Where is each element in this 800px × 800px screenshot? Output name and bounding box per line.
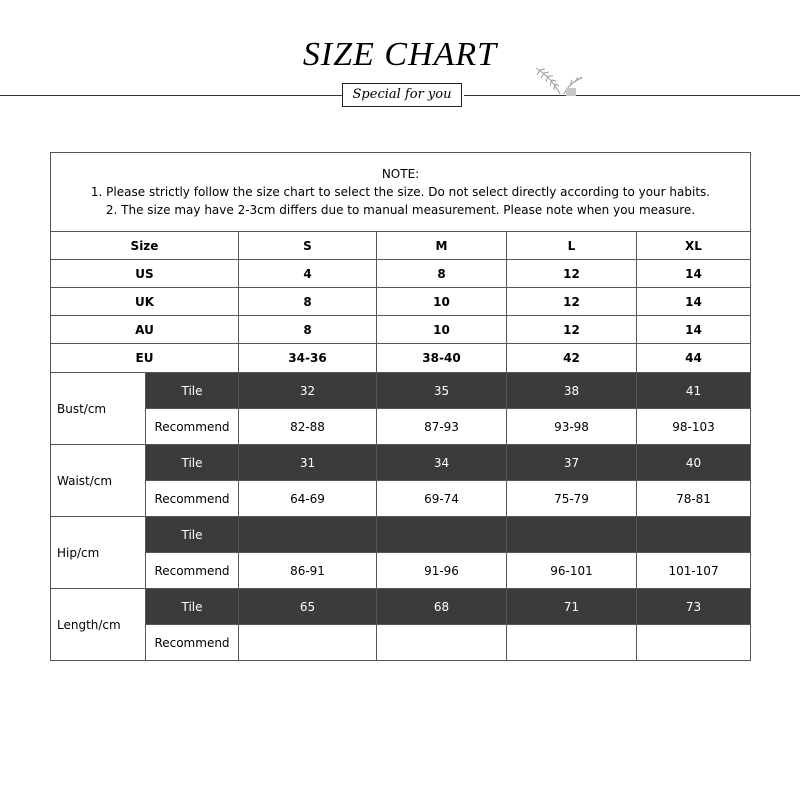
size-chart-table	[50, 152, 751, 661]
table-cell: 86-91	[239, 553, 377, 589]
hip-tile-row	[51, 517, 751, 553]
table-cell: 78-81	[637, 481, 751, 517]
recommend-label: Recommend	[146, 481, 239, 517]
table-cell: 91-96	[377, 553, 507, 589]
table-cell	[637, 517, 751, 553]
size-row-eu	[51, 344, 751, 373]
bust-recommend-row	[51, 409, 751, 445]
table-cell	[637, 625, 751, 661]
table-cell: 34-36	[239, 344, 377, 373]
table-cell	[239, 517, 377, 553]
table-cell: 38	[507, 373, 637, 409]
table-cell: 14	[637, 288, 751, 316]
table-cell: 10	[377, 316, 507, 344]
table-cell: 10	[377, 288, 507, 316]
table-cell: M	[377, 232, 507, 260]
category-label: Waist/cm	[51, 445, 146, 517]
table-cell: 14	[637, 316, 751, 344]
table-cell: L	[507, 232, 637, 260]
category-label: Hip/cm	[51, 517, 146, 589]
waist-tile-row	[51, 445, 751, 481]
table-cell: 31	[239, 445, 377, 481]
hip-recommend-row	[51, 553, 751, 589]
tile-label: Tile	[146, 517, 239, 553]
size-row-au	[51, 316, 751, 344]
table-cell: 64-69	[239, 481, 377, 517]
table-cell: US	[51, 260, 239, 288]
table-cell	[507, 625, 637, 661]
table-cell: 38-40	[377, 344, 507, 373]
table-cell: 82-88	[239, 409, 377, 445]
note-cell	[51, 153, 751, 232]
table-cell: EU	[51, 344, 239, 373]
table-cell: 96-101	[507, 553, 637, 589]
table-cell: UK	[51, 288, 239, 316]
table-cell: 42	[507, 344, 637, 373]
table-cell: XL	[637, 232, 751, 260]
note-line-1: 1. Please strictly follow the size chart to select the size. Do not select directly according to your habits.	[90, 185, 711, 199]
note-heading: NOTE:	[381, 167, 420, 181]
category-label: Length/cm	[51, 589, 146, 661]
note-line-2: 2. The size may have 2-3cm differs due to manual measurement. Please note when you measure.	[105, 203, 696, 217]
table-cell	[507, 517, 637, 553]
table-cell: 71	[507, 589, 637, 625]
tile-label: Tile	[146, 373, 239, 409]
table-cell: 4	[239, 260, 377, 288]
table-cell: S	[239, 232, 377, 260]
table-cell: 8	[239, 288, 377, 316]
table-cell: 12	[507, 288, 637, 316]
table-cell	[377, 625, 507, 661]
recommend-label: Recommend	[146, 553, 239, 589]
category-label: Bust/cm	[51, 373, 146, 445]
table-cell: 40	[637, 445, 751, 481]
table-cell: 41	[637, 373, 751, 409]
divider-right	[464, 95, 800, 96]
table-cell: 34	[377, 445, 507, 481]
table-cell: 101-107	[637, 553, 751, 589]
divider-left	[0, 95, 342, 96]
table-cell: Size	[51, 232, 239, 260]
table-cell: 32	[239, 373, 377, 409]
page-title: SIZE CHART	[302, 36, 498, 73]
table-cell: 69-74	[377, 481, 507, 517]
table-cell: 87-93	[377, 409, 507, 445]
table-cell: 75-79	[507, 481, 637, 517]
table-cell: 37	[507, 445, 637, 481]
table-cell	[377, 517, 507, 553]
table-cell: 44	[637, 344, 751, 373]
table-cell: 93-98	[507, 409, 637, 445]
table-cell: 68	[377, 589, 507, 625]
recommend-label: Recommend	[146, 409, 239, 445]
table-cell: 12	[507, 260, 637, 288]
tile-label: Tile	[146, 445, 239, 481]
size-header-row	[51, 232, 751, 260]
recommend-label: Recommend	[146, 625, 239, 661]
table-cell: 8	[377, 260, 507, 288]
size-row-uk	[51, 288, 751, 316]
table-cell: AU	[51, 316, 239, 344]
table-cell: 14	[637, 260, 751, 288]
table-cell: 12	[507, 316, 637, 344]
leaf-icon	[530, 64, 590, 98]
subtitle-badge: Special for you	[342, 83, 462, 107]
waist-recommend-row	[51, 481, 751, 517]
size-row-us	[51, 260, 751, 288]
bust-tile-row	[51, 373, 751, 409]
tile-label: Tile	[146, 589, 239, 625]
length-tile-row	[51, 589, 751, 625]
length-recommend-row	[51, 625, 751, 661]
table-cell	[239, 625, 377, 661]
table-cell: 73	[637, 589, 751, 625]
table-cell: 8	[239, 316, 377, 344]
table-cell: 65	[239, 589, 377, 625]
table-cell: 98-103	[637, 409, 751, 445]
table-cell: 35	[377, 373, 507, 409]
